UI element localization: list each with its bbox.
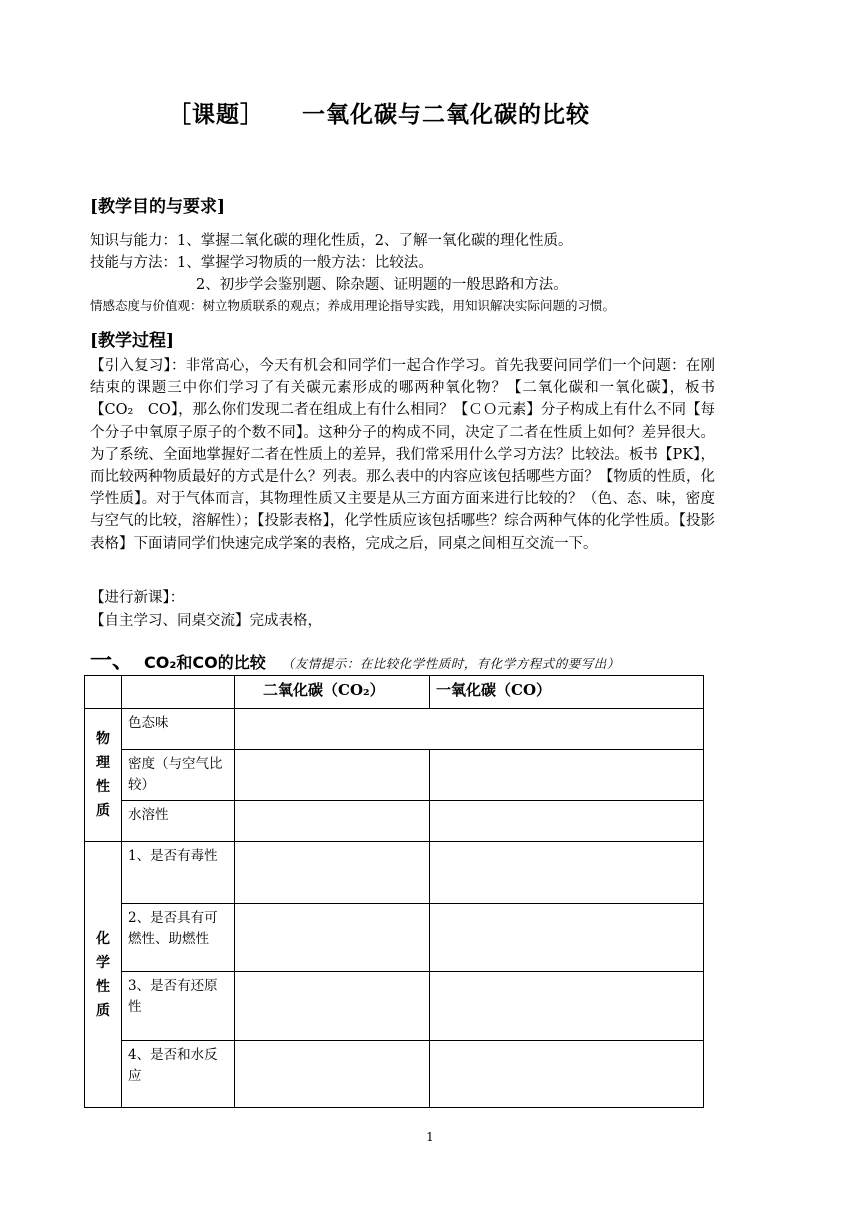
title-bracket: ［课题］ (168, 102, 264, 128)
col-header-co: 一氧化碳（CO） (430, 676, 704, 709)
table-row (85, 972, 704, 1041)
title-text: 一氧化碳与二氧化碳的比较 (302, 102, 590, 128)
answer-cell[interactable] (430, 904, 704, 972)
row-label-reducibility: 3、是否有还原性 (122, 972, 235, 1041)
row-label-water-reaction: 4、是否和水反应 (122, 1041, 235, 1108)
answer-cell[interactable] (235, 750, 430, 801)
row-label-density: 密度（与空气比较） (122, 750, 235, 801)
answer-cell[interactable] (235, 972, 430, 1041)
process-heading: [教学过程] (90, 331, 175, 351)
table-row (85, 709, 704, 750)
answer-cell[interactable] (430, 750, 704, 801)
row-label-toxicity: 1、是否有毒性 (122, 842, 235, 904)
answer-cell[interactable] (430, 842, 704, 904)
answer-cell[interactable] (430, 1041, 704, 1108)
goals-heading: [教学目的与要求] (90, 197, 226, 217)
header-blank-cell (85, 676, 122, 709)
physical-properties-label: 物 理 性 质 (85, 709, 122, 842)
answer-cell[interactable] (235, 842, 430, 904)
row-label-flammability: 2、是否具有可燃性、助燃性 (122, 904, 235, 972)
comparison-table (84, 675, 704, 1108)
section-hint: （友情提示：在比较化学性质时，有化学方程式的要写出） (281, 656, 620, 671)
goal-line-1: 知识与能力：1、掌握二氧化碳的理化性质，2、了解一氧化碳的理化性质。 (90, 233, 573, 249)
table-header-row (85, 676, 704, 709)
answer-cell[interactable] (430, 801, 704, 842)
row-label-solubility: 水溶性 (122, 801, 235, 842)
chemical-properties-label: 化 学 性 质 (85, 842, 122, 1108)
goal-line-2: 技能与方法：1、掌握学习物质的一般方法：比较法。 (90, 255, 433, 271)
section-heading (90, 644, 620, 675)
process-paragraph: 【引入复习】：非常高心，今天有机会和同学们一起合作学习。首先我要问同学们一个问题：在刚结束的课题三中你们学习了有关碳元素形成的哪两种氧化物？【二氧化碳和一氧化碳】，板书【CO₂ CO】，那么你们发现二者在组成上有什么相同？【ＣＯ元素】分子构成上有什么不同【每个分子中氧原子原子的个数不同】。这种分子的构成不同，决定了二者在性质上如何？差异很大。为了系统、全面地掌握好二者在性质上的差异，我们常采用什么学习方法？比较法。板书【PK】，而比较两种物质最好的方式是什么？列表。那么表中的内容应该包括哪些方面？【物质的性质，化学性质】。对于气体而言，其物理性质又主要是从三方面方面来进行比较的？（色、态、味，密度与空气的比较，溶解性）；【投影表格】，化学性质应该包括哪些？综合两种气体的化学性质。【投影表格】下面请同学们快速完成学案的表格，完成之后，同桌之间相互交流一下。 (90, 358, 715, 552)
section-number: 一、 (90, 649, 135, 674)
goal-line-3: 2、初步学会鉴别题、除杂题、证明题的一般思路和方法。 (196, 277, 568, 293)
table-row (85, 801, 704, 842)
section-title: CO₂和CO的比较 (144, 653, 266, 672)
row-label-color-state-odor: 色态味 (122, 709, 235, 750)
answer-cell[interactable] (235, 801, 430, 842)
page-title (168, 96, 590, 129)
table-row (85, 904, 704, 972)
page-number: 1 (426, 1130, 434, 1144)
table-row (85, 842, 704, 904)
answer-cell[interactable] (235, 1041, 430, 1108)
table-row (85, 1041, 704, 1108)
answer-cell[interactable] (235, 709, 704, 750)
answer-cell[interactable] (235, 904, 430, 972)
table-row (85, 750, 704, 801)
new-lesson-label: 【进行新课】： (90, 590, 185, 606)
header-blank-cell (122, 676, 235, 709)
self-study-label: 【自主学习、同桌交流】完成表格， (90, 613, 322, 629)
goal-line-4: 情感态度与价值观：树立物质联系的观点；养成用理论指导实践，用知识解决实际问题的习惯。 (90, 298, 616, 313)
answer-cell[interactable] (430, 972, 704, 1041)
col-header-co2: 二氧化碳（CO₂） (235, 676, 430, 709)
